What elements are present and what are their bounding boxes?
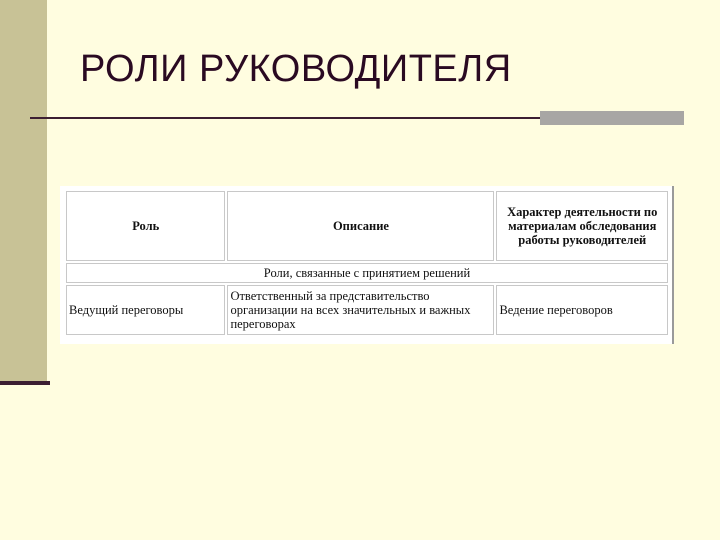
roles-table-image bbox=[60, 186, 674, 344]
left-accent-bar bbox=[0, 0, 47, 383]
header-description: Описание bbox=[227, 191, 494, 261]
roles-table bbox=[64, 189, 670, 337]
group-label: Роли, связанные с принятием решений bbox=[66, 263, 668, 283]
table-header-row bbox=[66, 191, 668, 261]
table-group-row bbox=[66, 263, 668, 283]
header-activity: Характер деятельности по материалам обследования работы руководителей bbox=[496, 191, 668, 261]
slide-title: РОЛИ РУКОВОДИТЕЛЯ bbox=[80, 48, 512, 90]
title-underline-accent bbox=[540, 111, 684, 125]
cell-activity: Ведение переговоров bbox=[496, 285, 668, 335]
cell-description: Ответственный за представительство организации на всех значительных и важных переговорах bbox=[227, 285, 494, 335]
header-role: Роль bbox=[66, 191, 225, 261]
left-accent-bar-foot bbox=[0, 381, 50, 385]
cell-role: Ведущий переговоры bbox=[66, 285, 225, 335]
table-row bbox=[66, 285, 668, 335]
